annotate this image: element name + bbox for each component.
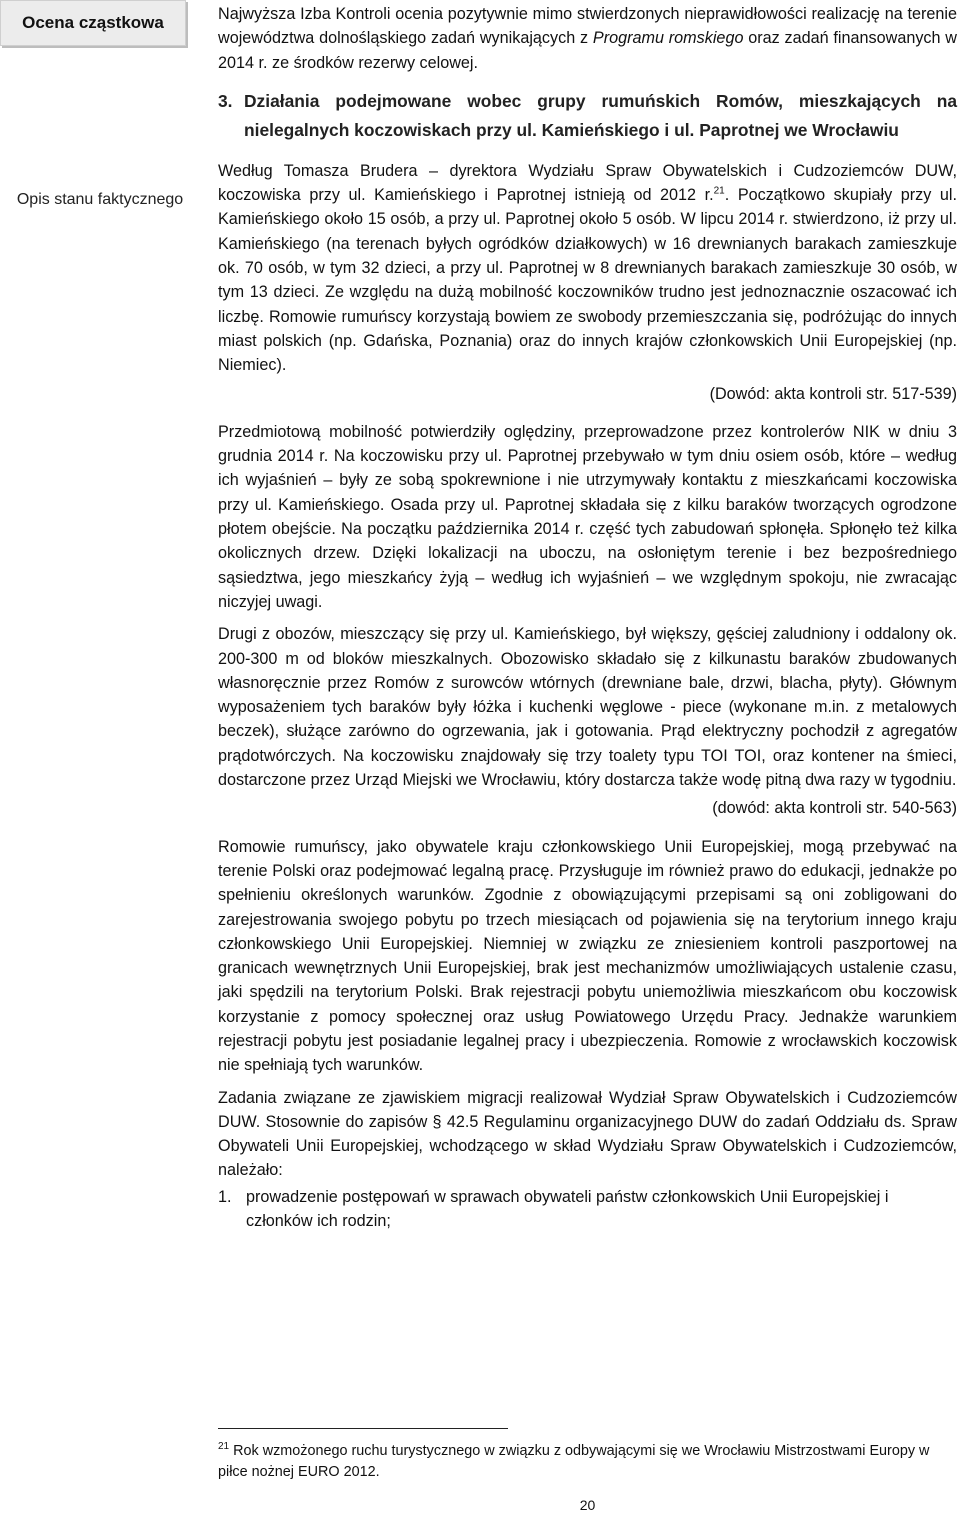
paragraph-3: Drugi z obozów, mieszczący się przy ul. Kamieńskiego, był większy, gęściej zaludniony i oddalony ok. 200-300 m od bloków mieszkalnych. Obozowisko składało się z kilkunastu baraków zbudowanych własnoręcznie przez Romów z surowców wtórnych (drewniane bale, drzwi, blacha, płyty). Głównym wyposażeniem tych baraków były łóżka i kuchenki węglowe - piece (wykonane m.in. z metalowych beczek), służące zarówno do ogrzewania, jak i gotowania. Prąd elektryczny pochodził z agregatów prądotwórczych. Na koczowisku znajdowały się trzy toalety typu TOI TOI, oraz kontener na śmieci, dostarczone przez Urząd Miejski we Wrocławiu, który dostarcza także wodę pitną dwa razy w tygodniu.: [218, 625, 957, 790]
intro-paragraph: Najwyższa Izba Kontroli ocenia pozytywnie mimo stwierdzonych nieprawidłowości realizację na terenie województwa dolnośląskiego zadań wynikających z Programu romskiego oraz zadań finansowanych w 2014 r. ze środków rezerwy celowej.: [218, 5, 957, 72]
heading-text: Działania podejmowane wobec grupy rumuńskich Romów, mieszkających na nielegalnych koczowiskach przy ul. Kamieńskiego i ul. Paprotnej we Wrocławiu: [244, 90, 957, 140]
evidence-note-2: (dowód: akta kontroli str. 540-563): [712, 799, 957, 818]
program-name: Programu romskiego: [592, 29, 744, 48]
list-item-number: 1.: [218, 1187, 232, 1206]
paragraph-2: Przedmiotową mobilność potwierdziły oględziny, przeprowadzone przez kontrolerów NIK w dniu 3 grudnia 2014 r. Na koczowisku przy ul. Paprotnej przebywało w tym dniu osiem osób, które – według ich wyjaśnień – były ze sobą spokrewnione i nie utrzymywały kontaktu z mieszkańcami koczowiska przy ul. Kamieńskiego. Osada przy ul. Paprotnej składała się z kilku baraków tworzących ogrodzone płotem obejście. Na początku października 2014 r. część tych zabudowań spłonęła. Spłonęło też kilka okolicznych drzew. Dzięki lokalizacji na uboczu, na osłoniętym terenie i bez bezpośredniego sąsiedztwa, jego mieszkańcy żyją – według ich wyjaśnień – we względnym spokoju, nie zwracając niczyjej uwagi.: [218, 422, 957, 611]
list-item: [218, 1185, 957, 1234]
evidence-note-1: (Dowód: akta kontroli str. 517-539): [709, 384, 957, 403]
list-item-text: prowadzenie postępowań w sprawach obywateli państw członkowskich Unii Europejskiej i członków ich rodzin;: [246, 1187, 889, 1231]
paragraph-1: Według Tomasza Brudera – dyrektora Wydziału Spraw Obywatelskich i Cudzoziemców DUW, koczowiska przy ul. Kamieńskiego i Paprotnej istnieją od 2012 r.$^{21}$. Początkowo skupiały przy ul. Kamieńskiego około 15 osób, a przy ul. Paprotnej około 5 osób. W lipcu 2014 r. stwierdzono, iż przy ul. Kamieńskiego (na terenach byłych ogródków działkowych) w 16 drewnianych barakach zamieszkuje ok. 70 osób, w tym 32 dzieci, a przy ul. Paprotnej w 8 drewnianych barakach zamieszkuje 30 osób, w tym 13 dzieci. Ze względu na dużą mobilność koczowników trudno jest jednoznacznie oszacować ich liczbę. Romowie rumuńscy korzystają bowiem ze swobody przemieszczania się, podróżując do innych miast polskich (np. Gdańska, Poznania) oraz do innych krajów członkowskich Unii Europejskiej (np. Niemiec).: [218, 161, 957, 375]
footnote-number: 21: [218, 1441, 230, 1453]
section-title: Ocena cząstkowa: [22, 13, 164, 32]
section-heading: [218, 87, 957, 145]
paragraph-4: Romowie rumuńscy, jako obywatele kraju członkowskiego Unii Europejskiej, mogą przebywać na terenie Polski oraz podejmować legalną pracę. Przysługuje im również prawo do edukacji, jednakże po spełnieniu określonych warunków. Zgodnie z obowiązującymi przepisami są oni zobligowani do zarejestrowania swojego pobytu po trzech miesiącach od pojawienia się na terytorium innego kraju członkowskiego Unii Europejskiej. Niemniej w związku ze zniesieniem kontroli paszportowej na granicach wewnętrznych Unii Europejskiej, brak jest mechanizmów umożliwiających ustalenie czasu, jaki spędzili na terytorium Polski. Brak rejestracji pobytu uniemożliwia mieszkańcom obu koczowisk korzystanie z pomocy społecznej oraz usług Powiatowego Urzędu Pracy. Jednakże warunkiem rejestracji pobytu jest posiadanie legalnej pracy i ubezpieczenia. Romowie z wrocławskich koczowisk nie spełniają tych warunków.: [218, 837, 957, 1075]
page-number: 20: [579, 1497, 596, 1513]
main-content: [218, 2, 957, 1233]
paragraph-5: Zadania związane ze zjawiskiem migracji realizował Wydział Spraw Obywatelskich i Cudzoziemców DUW. Stosownie do zapisów § 42.5 Regulaminu organizacyjnego DUW do zadań Oddziału ds. Spraw Obywateli Unii Europejskiej, wchodzącego w skład Wydziału Spraw Obywatelskich i Cudzoziemców, należało:: [218, 1088, 957, 1180]
heading-number: 3.: [218, 90, 233, 111]
footnote-reference[interactable]: 21: [713, 185, 725, 197]
footnote: [218, 1441, 957, 1483]
subsection-label: Opis stanu faktycznego: [16, 191, 184, 208]
section-title-box: [0, 0, 186, 46]
footnote-divider: [218, 1428, 508, 1429]
footnote-text: Rok wzmożonego ruchu turystycznego w związku z odbywającymi się we Wrocławiu Mistrzostwami Europy w piłce nożnej EURO 2012.: [218, 1443, 930, 1480]
